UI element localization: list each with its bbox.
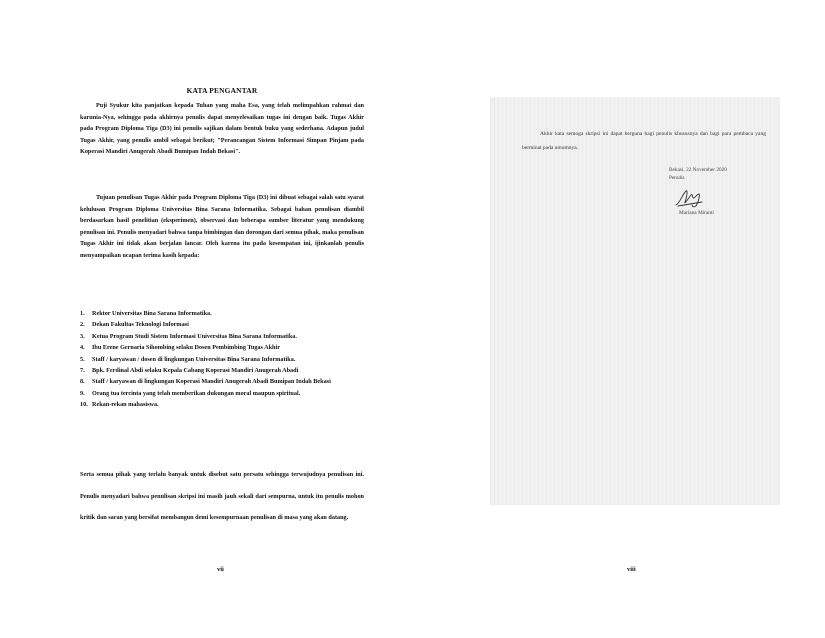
list-item-number: 4. — [80, 344, 85, 352]
page-number-right: viii — [627, 566, 636, 573]
list-item-text: Bpk. Ferdinal Abdi selaku Kepala Cabang Koperasi Mandiri Anugerah Abadi — [92, 367, 299, 375]
place-date: Bekasi, 22 November 2020 — [669, 167, 727, 173]
list-item-text: Orang tua tercinta yang telah memberikan dukungan moral maupun spiritual. — [92, 389, 301, 397]
page-title: KATA PENGANTAR — [186, 86, 258, 95]
list-item-text: Staff / karyawan / dosen di lingkungan Universitas Bina Sarana Informatika. — [92, 355, 296, 363]
signature-icon — [672, 185, 706, 211]
closing-paragraph: Serta semua pihak yang terlalu banyak untuk disebut satu persatu sehingga terwujudnya penulisan ini. Penulis menyadari bahwa penulisan skripsi ini masih jauh sekali dari sempurna, untuk itu penulis mohon kritik dan saran yang bersifat membangun demi kesempurnaan penulisan di masa yang akan datang. — [80, 471, 364, 521]
list-item-text: Ketua Program Studi Sistem Informasi Universitas Bina Sarana Informatika. — [92, 332, 297, 340]
closing-remark — [522, 127, 766, 155]
list-item-text: Rekan-rekan mahasiswa. — [92, 401, 159, 409]
list-item — [80, 354, 364, 365]
list-item — [80, 308, 364, 319]
closing-remark-text: Akhir kata semoga skripsi ini dapat berguna bagi penulis khususnya dan bagi para pembaca yang berminat pada umumnya. — [522, 131, 766, 151]
list-item-number: 3. — [80, 332, 85, 340]
list-item-number: 10. — [80, 401, 88, 409]
left-page — [0, 0, 410, 638]
list-item — [80, 319, 364, 330]
paragraph-1-text: Puji Syukur kita panjatkan kepada Tuhan yang maha Esa, yang telah melimpahkan rahmat dan karunia-Nya, sehingga pada akhirnya penulis dapat menyelesaikan tugas ini dengan baik. Tugas Akhir pada Program Diploma Tiga (D3) ini penulis sajikan dalam bentuk buku yang sederhana. Adapun judul Tugas Akhir, yang penulis ambil sebagai berikut; "Perancangan Sistem Informasi Simpan Pinjam pada Koperasi Mandiri Anugerah Abadi Bumipan Indah Bekasi". — [80, 102, 364, 155]
list-item — [80, 388, 364, 399]
list-item-number: 1. — [80, 310, 85, 317]
list-item-text: Dekan Fakultas Teknologi Informasi — [92, 321, 189, 329]
list-item — [80, 365, 364, 376]
paragraph-2 — [80, 192, 364, 261]
list-item-number: 9. — [80, 389, 85, 397]
signature-block — [669, 166, 727, 182]
list-item-number: 5. — [80, 355, 85, 363]
list-item — [80, 399, 364, 410]
list-item — [80, 331, 364, 342]
list-item-number: 2. — [80, 321, 85, 329]
right-page-scan — [490, 97, 780, 505]
list-item-number: 8. — [80, 378, 85, 386]
page-number-left: vii — [217, 566, 224, 573]
author-name: Mariana Miranti — [679, 210, 714, 216]
author-role: Penulis — [669, 175, 685, 181]
paragraph-2-text: Tujuan penulisan Tugas Akhir pada Program Diploma Tiga (D3) ini dibuat sebagai salah satu syarat kelulusan Program Diploma Universitas Bina Sarana Informatika. Sebagai bahan penulisan diambil berdasarkan hasil penelitian (eksperimen), observasi dan beberapa sumber literatur yang mendukung penulisan ini. Penulis menyadari bahwa tanpa bimbingan dan dorongan dari semua pihak, maka penulisan Tugas Akhir ini tidak akan berjalan lancar. Oleh karena itu pada kesempatan ini, ijinkanlah penulis menyampaikan ucapan terima kasih kepada: — [80, 194, 364, 259]
acknowledgement-list — [80, 308, 364, 411]
list-item — [80, 342, 364, 353]
list-item-text: Ibu Erene Gernaria Sihombing selaku Dosen Pembimbing Tugas Akhir — [92, 344, 280, 352]
list-item-text: Staff / karyawan di lingkungan Koperasi Mandiri Anugerah Abadi Bumipan Indah Bekasi — [92, 378, 331, 386]
list-item-text: Rektor Universitas Bina Sarana Informatika. — [92, 310, 212, 317]
list-item — [80, 376, 364, 387]
list-item-number: 7. — [80, 367, 85, 375]
paragraph-1 — [80, 100, 364, 158]
